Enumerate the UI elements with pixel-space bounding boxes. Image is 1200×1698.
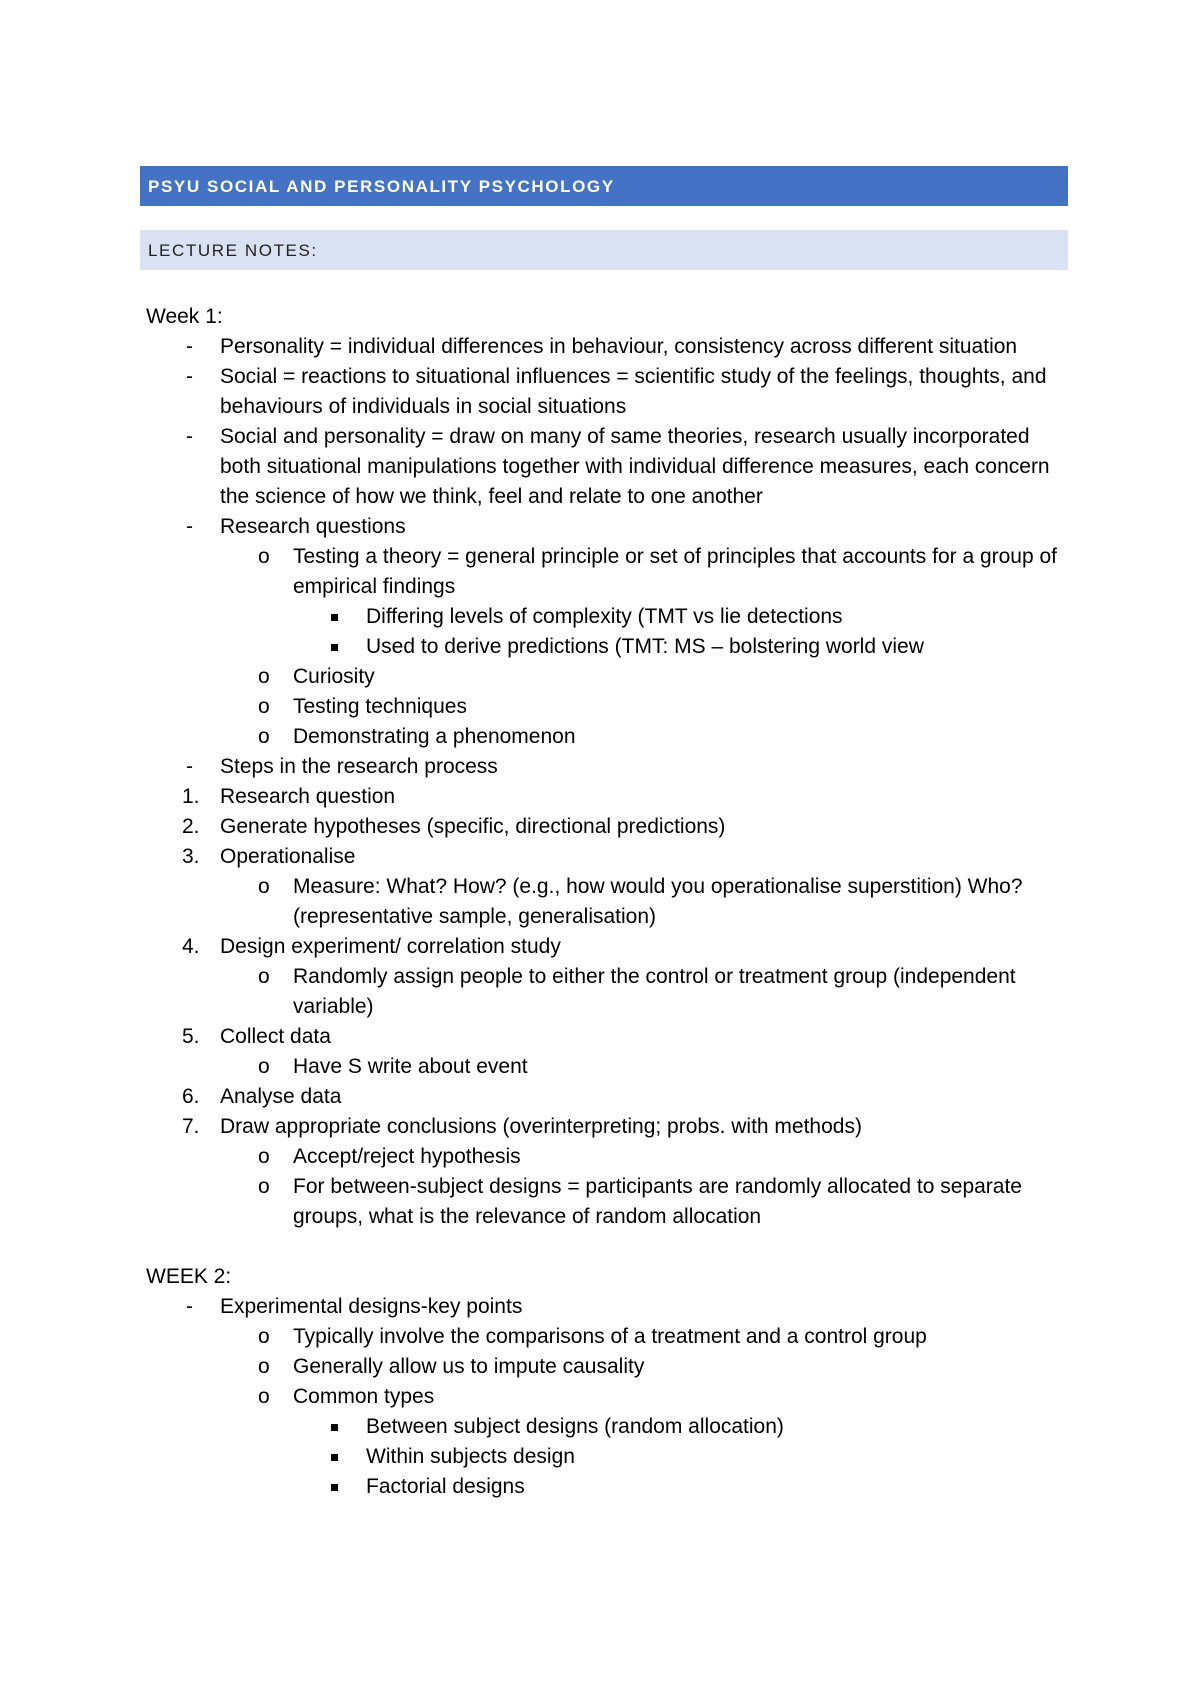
dash-bullet: - bbox=[186, 1295, 193, 1318]
list-item bbox=[146, 752, 1066, 782]
spacer bbox=[146, 1232, 1066, 1262]
numbered-item bbox=[146, 812, 1066, 842]
item-text: Used to derive predictions (TMT: MS – bolstering world view bbox=[366, 635, 924, 658]
circle-bullet: o bbox=[258, 1325, 270, 1348]
item-text: Accept/reject hypothesis bbox=[293, 1145, 521, 1168]
item-text: Collect data bbox=[220, 1025, 331, 1048]
item-text: Have S write about event bbox=[293, 1055, 528, 1078]
circle-bullet: o bbox=[258, 1055, 270, 1078]
item-text: Factorial designs bbox=[366, 1475, 525, 1498]
square-bullet-icon bbox=[331, 1454, 338, 1461]
week1-heading: Week 1: bbox=[146, 305, 223, 328]
week2-heading: WEEK 2: bbox=[146, 1265, 232, 1288]
item-text: Curiosity bbox=[293, 665, 375, 688]
item-text: Research question bbox=[220, 785, 396, 808]
dash-bullet: - bbox=[186, 515, 193, 538]
item-text: Personality = individual differences in behaviour, consistency across different situation bbox=[220, 335, 1018, 358]
list-item bbox=[146, 602, 1066, 632]
list-item bbox=[146, 1322, 1066, 1352]
list-item bbox=[146, 1382, 1066, 1412]
list-item bbox=[146, 1472, 1066, 1502]
list-item bbox=[146, 692, 1066, 722]
subtitle-banner bbox=[140, 230, 1068, 270]
section-subtitle: LECTURE NOTES: bbox=[148, 241, 318, 260]
item-text: Randomly assign people to either the control or treatment group (independent variable) bbox=[293, 965, 1016, 1018]
list-number: 4. bbox=[182, 935, 200, 958]
dash-bullet: - bbox=[186, 335, 193, 358]
square-bullet-icon bbox=[331, 614, 338, 621]
list-item bbox=[146, 512, 1066, 542]
list-item bbox=[146, 962, 1066, 1022]
square-bullet-icon bbox=[331, 644, 338, 651]
circle-bullet: o bbox=[258, 965, 270, 988]
numbered-item bbox=[146, 1022, 1066, 1052]
list-item bbox=[146, 1352, 1066, 1382]
item-text: Analyse data bbox=[220, 1085, 342, 1108]
title-banner bbox=[140, 166, 1068, 206]
list-number: 6. bbox=[182, 1085, 200, 1108]
list-number: 7. bbox=[182, 1115, 200, 1138]
item-text: Generally allow us to impute causality bbox=[293, 1355, 645, 1378]
item-text: Research questions bbox=[220, 515, 406, 538]
list-item bbox=[146, 872, 1066, 932]
numbered-item bbox=[146, 842, 1066, 872]
numbered-item bbox=[146, 1112, 1066, 1142]
item-text: Measure: What? How? (e.g., how would you operationalise superstition) Who? (representative sample, generalisation) bbox=[293, 875, 1023, 928]
list-item bbox=[146, 1052, 1066, 1082]
circle-bullet: o bbox=[258, 1355, 270, 1378]
list-item bbox=[146, 1412, 1066, 1442]
circle-bullet: o bbox=[258, 665, 270, 688]
item-text: Generate hypotheses (specific, directional predictions) bbox=[220, 815, 726, 838]
item-text: Differing levels of complexity (TMT vs lie detections bbox=[366, 605, 843, 628]
item-text: Within subjects design bbox=[366, 1445, 575, 1468]
item-text: Demonstrating a phenomenon bbox=[293, 725, 576, 748]
circle-bullet: o bbox=[258, 1145, 270, 1168]
list-number: 5. bbox=[182, 1025, 200, 1048]
document-title: PSYU SOCIAL AND PERSONALITY PSYCHOLOGY bbox=[148, 177, 615, 196]
list-item bbox=[146, 362, 1066, 422]
notes-content bbox=[146, 302, 1066, 1502]
list-number: 2. bbox=[182, 815, 200, 838]
list-item bbox=[146, 422, 1066, 512]
item-text: Testing a theory = general principle or set of principles that accounts for a group of empirical findings bbox=[293, 545, 1058, 598]
item-text: Typically involve the comparisons of a treatment and a control group bbox=[293, 1325, 927, 1348]
list-item bbox=[146, 662, 1066, 692]
circle-bullet: o bbox=[258, 1175, 270, 1198]
dash-bullet: - bbox=[186, 755, 193, 778]
dash-bullet: - bbox=[186, 365, 193, 388]
circle-bullet: o bbox=[258, 1385, 270, 1408]
list-item bbox=[146, 632, 1066, 662]
circle-bullet: o bbox=[258, 695, 270, 718]
list-item bbox=[146, 542, 1066, 602]
numbered-item bbox=[146, 932, 1066, 962]
square-bullet-icon bbox=[331, 1484, 338, 1491]
item-text: Between subject designs (random allocation) bbox=[366, 1415, 784, 1438]
dash-bullet: - bbox=[186, 425, 193, 448]
item-text: Social and personality = draw on many of same theories, research usually incorporated both situational manipulations together with individual difference measures, each concern the science of how we think, feel and relate to one another bbox=[220, 425, 1050, 508]
list-number: 3. bbox=[182, 845, 200, 868]
item-text: Design experiment/ correlation study bbox=[220, 935, 561, 958]
item-text: Operationalise bbox=[220, 845, 356, 868]
circle-bullet: o bbox=[258, 545, 270, 568]
item-text: Testing techniques bbox=[293, 695, 467, 718]
list-item bbox=[146, 1292, 1066, 1322]
item-text: Experimental designs-key points bbox=[220, 1295, 523, 1318]
item-text: Draw appropriate conclusions (overinterpreting; probs. with methods) bbox=[220, 1115, 862, 1138]
item-text: Common types bbox=[293, 1385, 435, 1408]
numbered-item bbox=[146, 1082, 1066, 1112]
item-text: For between-subject designs = participants are randomly allocated to separate groups, what is the relevance of random allocation bbox=[293, 1175, 1022, 1228]
list-item bbox=[146, 1142, 1066, 1172]
item-text: Social = reactions to situational influences = scientific study of the feelings, thoughts, and behaviours of individuals in social situations bbox=[220, 365, 1047, 418]
list-item bbox=[146, 722, 1066, 752]
square-bullet-icon bbox=[331, 1424, 338, 1431]
item-text: Steps in the research process bbox=[220, 755, 498, 778]
list-item bbox=[146, 1172, 1066, 1232]
list-number: 1. bbox=[182, 785, 200, 808]
circle-bullet: o bbox=[258, 725, 270, 748]
numbered-item bbox=[146, 782, 1066, 812]
list-item bbox=[146, 332, 1066, 362]
list-item bbox=[146, 1442, 1066, 1472]
circle-bullet: o bbox=[258, 875, 270, 898]
